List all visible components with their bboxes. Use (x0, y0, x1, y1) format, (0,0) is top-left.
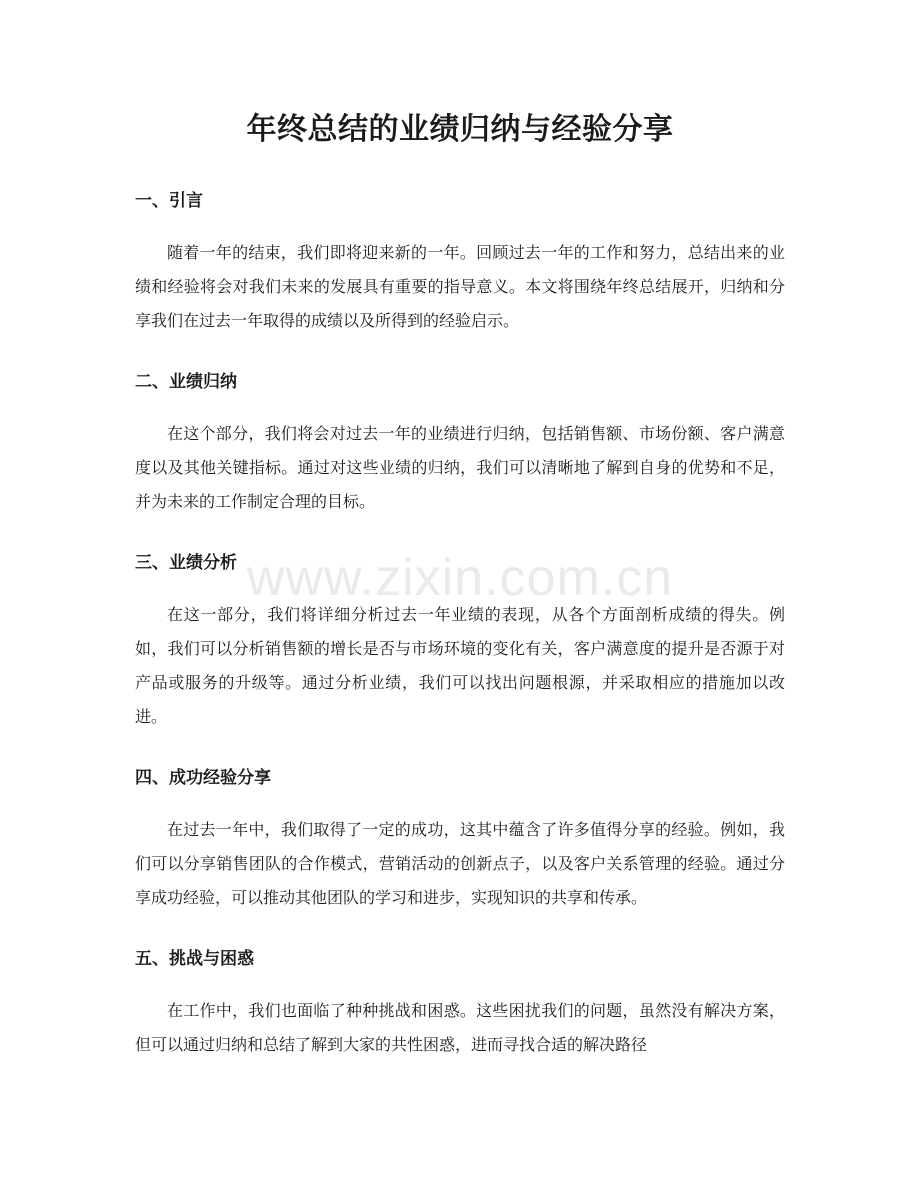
section-heading-success-experience: 四、成功经验分享 (135, 768, 271, 788)
section-heading-introduction: 一、引言 (135, 191, 203, 211)
watermark: www.zixin.com.cn (246, 549, 674, 607)
section-paragraph-performance-analysis: 在这一部分，我们将详细分析过去一年业绩的表现，从各个方面剖析成绩的得失。例如，我们可以分析销售额的增长是否与市场环境的变化有关，客户满意度的提升是否源于对产品或服务的升级等。通过分析业绩，我们可以找出问题根源，并采取相应的措施加以改进。 (135, 605, 785, 726)
section-heading-performance-summary: 二、业绩归纳 (135, 372, 237, 392)
section-paragraph-introduction: 随着一年的结束，我们即将迎来新的一年。回顾过去一年的工作和努力，总结出来的业绩和经验将会对我们未来的发展具有重要的指导意义。本文将围绕年终总结展开，归纳和分享我们在过去一年取得的成绩以及所得到的经验启示。 (135, 243, 785, 330)
section-heading-challenges: 五、挑战与困惑 (135, 949, 254, 969)
section-paragraph-performance-summary: 在这个部分，我们将会对过去一年的业绩进行归纳，包括销售额、市场份额、客户满意度以及其他关键指标。通过对这些业绩的归纳，我们可以清晰地了解到自身的优势和不足，并为未来的工作制定合理的目标。 (135, 424, 785, 511)
document-body (135, 186, 785, 1062)
section-paragraph-challenges: 在工作中，我们也面临了种种挑战和困惑。这些困扰我们的问题，虽然没有解决方案，但可以通过归纳和总结了解到大家的共性困惑，进而寻找合适的解决路径 (135, 1001, 785, 1054)
section-heading-performance-analysis: 三、业绩分析 (135, 553, 237, 573)
document-title: 年终总结的业绩归纳与经验分享 (246, 112, 674, 147)
section-paragraph-success-experience: 在过去一年中，我们取得了一定的成功，这其中蕴含了许多值得分享的经验。例如，我们可以分享销售团队的合作模式，营销活动的创新点子，以及客户关系管理的经验。通过分享成功经验，可以推动其他团队的学习和进步，实现知识的共享和传承。 (135, 820, 785, 907)
